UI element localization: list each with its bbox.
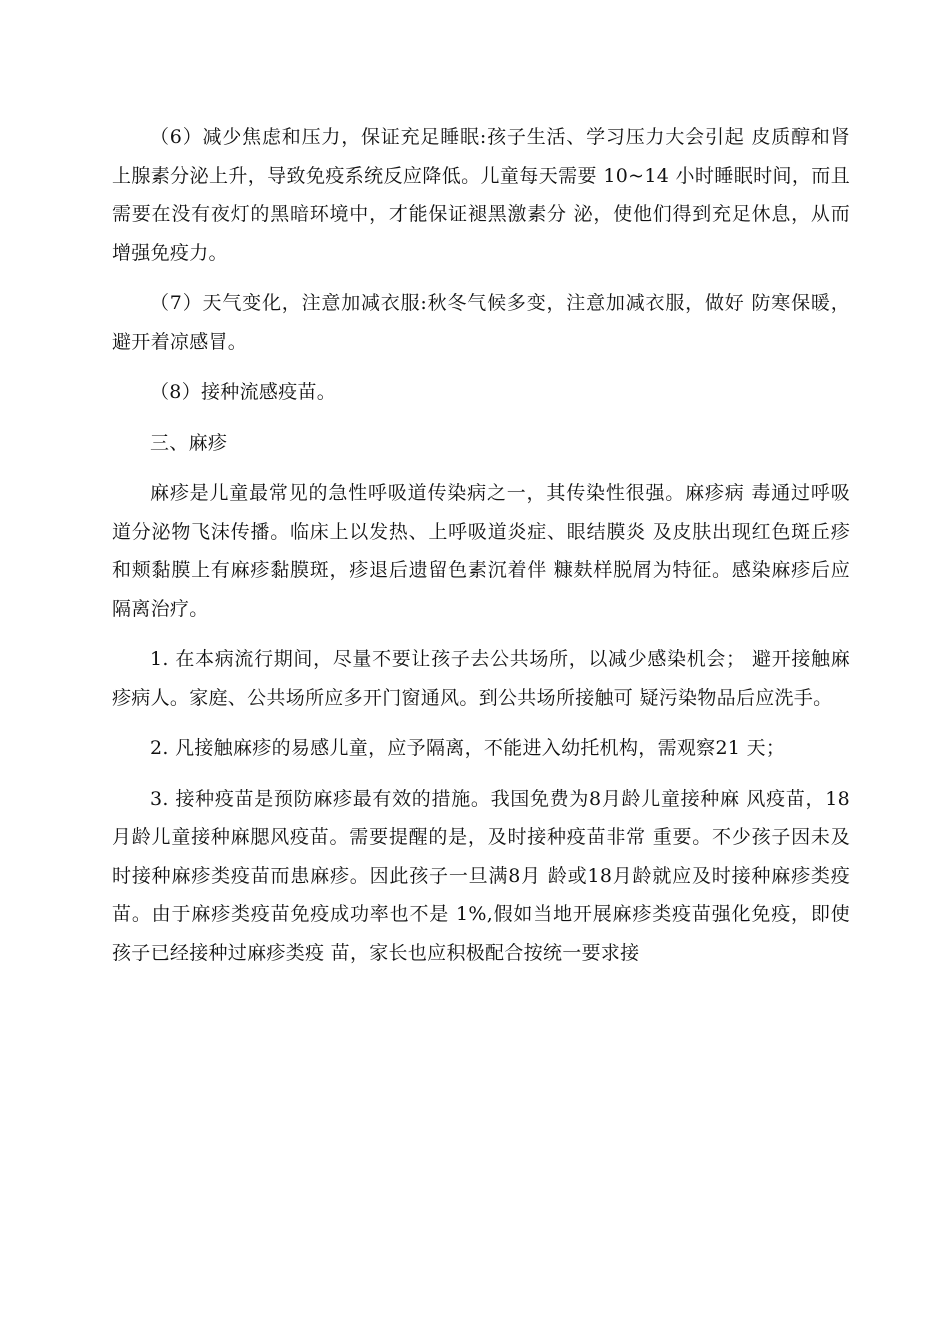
paragraph-measles-item-2: 2. 凡接触麻疹的易感儿童，应予隔离，不能进入幼托机构，需观察21 天； [150, 737, 786, 759]
paragraph-measles-item-3: 3. 接种疫苗是预防麻疹最有效的措施。我国免费为8月龄儿童接种麻 风疫苗，18月龄儿童接种麻腮风疫苗。需要提醒的是，及时接种疫苗非常 重要。不少孩子因未及时接种麻疹类疫苗而患麻疹。因此孩子一旦满8月 龄或18月龄就应及时接种麻疹类疫苗。由于麻疹类疫苗免疫成功率也不是 1%,假如当地开展麻疹类疫苗强化免疫，即使孩子已经接种过麻疹类疫 苗，家长也应积极配合按统一要求接 [112, 787, 850, 964]
paragraph-flu-vaccine: （8）接种流感疫苗。 [150, 381, 337, 403]
paragraph-weather-clothing: （7）天气变化，注意加减衣服:秋冬气候多变，注意加减衣服，做好 防寒保暖，避开着凉感冒。 [112, 292, 850, 353]
paragraph-sleep-advice: （6）减少焦虑和压力，保证充足睡眠:孩子生活、学习压力大会引起 皮质醇和肾上腺素分泌上升，导致免疫系统反应降低。儿童每天需要 10~14 小时睡眠时间，而且需要在没有夜灯的黑暗环境中，才能保证褪黑激素分 泌，使他们得到充足休息，从而增强免疫力。 [112, 126, 850, 264]
paragraph-measles-intro: 麻疹是儿童最常见的急性呼吸道传染病之一，其传染性很强。麻疹病 毒通过呼吸道分泌物飞沫传播。临床上以发热、上呼吸道炎症、眼结膜炎 及皮肤出现红色斑丘疹和颊黏膜上有麻疹黏膜斑，疹退后遗留色素沉着伴 糠麸样脱屑为特征。感染麻疹后应隔离治疗。 [112, 482, 850, 620]
paragraph-measles-item-1: 1. 在本病流行期间，尽量不要让孩子去公共场所，以减少感染机会； 避开接触麻疹病人。家庭、公共场所应多开门窗通风。到公共场所接触可 疑污染物品后应洗手。 [112, 648, 850, 709]
section-heading-measles: 三、麻疹 [150, 431, 228, 454]
document-page [112, 118, 850, 984]
